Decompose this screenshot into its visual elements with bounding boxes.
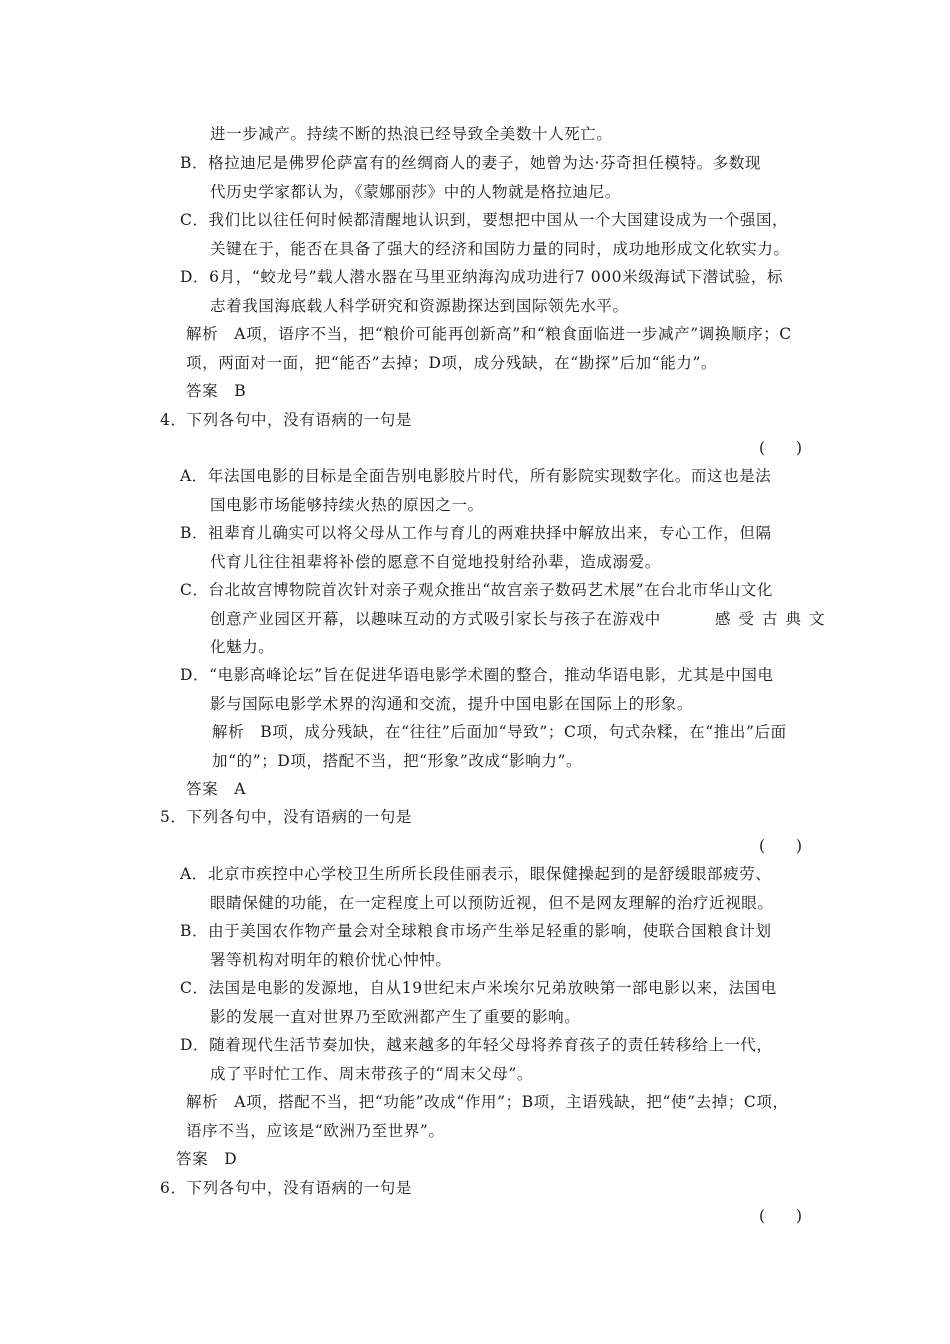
q5-stem: 5．下列各句中，没有语病的一句是 xyxy=(160,808,412,826)
q3-option-d-line2: 志着我国海底载人科学研究和资源勘探达到国际领先水平。 xyxy=(210,297,629,315)
q3-option-c-line2: 关键在于，能否在具备了强大的经济和国防力量的同时，成功地形成文化软实力。 xyxy=(210,240,790,258)
q5-answer: 答案 D xyxy=(176,1150,238,1168)
q3-option-d-line1: D．6月，“蛟龙号”载人潜水器在马里亚纳海沟成功进行7 000米级海试下潜试验，标 xyxy=(180,268,784,286)
q6-answer-paren: ( ) xyxy=(759,1207,803,1225)
q4-option-d-line2: 影与国际电影学术界的沟通和交流，提升中国电影在国际上的形象。 xyxy=(210,695,694,713)
q4-analysis-line1: 解析 B项，成分残缺，在“往往”后面加“导致”；C项，句式杂糅，在“推出”后面 xyxy=(212,723,787,741)
q4-answer: 答案 A xyxy=(186,780,247,798)
q4-option-c-line2: 创意产业园区开幕，以趣味互动的方式吸引家长与孩子在游戏中 xyxy=(210,610,661,628)
q3-option-a-continuation: 进一步减产。持续不断的热浪已经导致全美数十人死亡。 xyxy=(210,125,613,143)
q5-option-b-line1: B．由于美国农作物产量会对全球粮食市场产生举足轻重的影响，使联合国粮食计划 xyxy=(180,922,772,940)
q5-option-c-line2: 影的发展一直对世界乃至欧洲都产生了重要的影响。 xyxy=(210,1008,581,1026)
q3-option-b-line2: 代历史学家都认为，《蒙娜丽莎》中的人物就是格拉迪尼。 xyxy=(210,183,621,201)
q5-option-c-line1: C．法国是电影的发源地，自从19世纪末卢米埃尔兄弟放映第一部电影以来，法国电 xyxy=(180,979,777,997)
q3-answer: 答案 B xyxy=(186,382,247,400)
q5-option-d-line1: D．随着现代生活节奏加快，越来越多的年轻父母将养育孩子的责任转移给上一代， xyxy=(180,1036,773,1054)
q4-option-b-line2: 代育儿往往祖辈将补偿的愿意不自觉地投射给孙辈，造成溺爱。 xyxy=(210,553,661,571)
q4-option-a-line1: A．年法国电影的目标是全面告别电影胶片时代，所有影院实现数字化。而这也是法 xyxy=(180,467,772,485)
q4-option-b-line1: B．祖辈育儿确实可以将父母从工作与育儿的两难抉择中解放出来，专心工作，但隔 xyxy=(180,524,772,542)
q4-analysis-line2: 加“的”；D项，搭配不当，把“形象”改成“影响力”。 xyxy=(212,752,583,770)
q3-option-b-line1: B．格拉迪尼是佛罗伦萨富有的丝绸商人的妻子，她曾为达·芬奇担任模特。多数现 xyxy=(180,154,762,172)
q4-option-c-line1: C．台北故宫博物院首次针对亲子观众推出“故宫亲子数码艺术展”在台北市华山文化 xyxy=(180,581,774,599)
q4-option-a-line2: 国电影市场能够持续火热的原因之一。 xyxy=(210,496,484,514)
q3-option-c-line1: C．我们比以往任何时候都清醒地认识到，要想把中国从一个大国建设成为一个强国， xyxy=(180,211,789,229)
q5-analysis-line1: 解析 A项，搭配不当，把“功能”改成“作用”；B项，主语残缺，把“使”去掉；C项， xyxy=(186,1093,789,1111)
q5-option-b-line2: 署等机构对明年的粮价忧心忡忡。 xyxy=(210,951,452,969)
q4-answer-paren: ( ) xyxy=(759,439,803,457)
q4-option-c-line3: 化魅力。 xyxy=(210,638,275,656)
q4-stem: 4．下列各句中，没有语病的一句是 xyxy=(160,411,412,429)
q5-option-d-line2: 成了平时忙工作、周末带孩子的“周末父母”。 xyxy=(210,1065,533,1083)
q4-option-d-line1: D．“电影高峰论坛”旨在促进华语电影学术圈的整合，推动华语电影，尤其是中国电 xyxy=(180,666,774,684)
q4-option-c-line2-tail: 感受古典文 xyxy=(715,610,833,628)
q6-stem: 6．下列各句中，没有语病的一句是 xyxy=(160,1179,412,1197)
q5-answer-paren: ( ) xyxy=(759,837,803,855)
q3-analysis-line1: 解析 A项，语序不当，把“粮价可能再创新高”和“粮食面临进一步减产”调换顺序；C xyxy=(186,325,792,343)
q5-option-a-line1: A．北京市疾控中心学校卫生所所长段佳丽表示，眼保健操起到的是舒缓眼部疲劳、 xyxy=(180,865,772,883)
q3-analysis-line2: 项，两面对一面，把“能否”去掉；D项，成分残缺，在“勘探”后加“能力”。 xyxy=(186,354,718,372)
q5-analysis-line2: 语序不当，应该是“欧洲乃至世界”。 xyxy=(186,1122,445,1140)
q5-option-a-line2: 眼睛保健的功能，在一定程度上可以预防近视，但不是网友理解的治疗近视眼。 xyxy=(210,894,774,912)
